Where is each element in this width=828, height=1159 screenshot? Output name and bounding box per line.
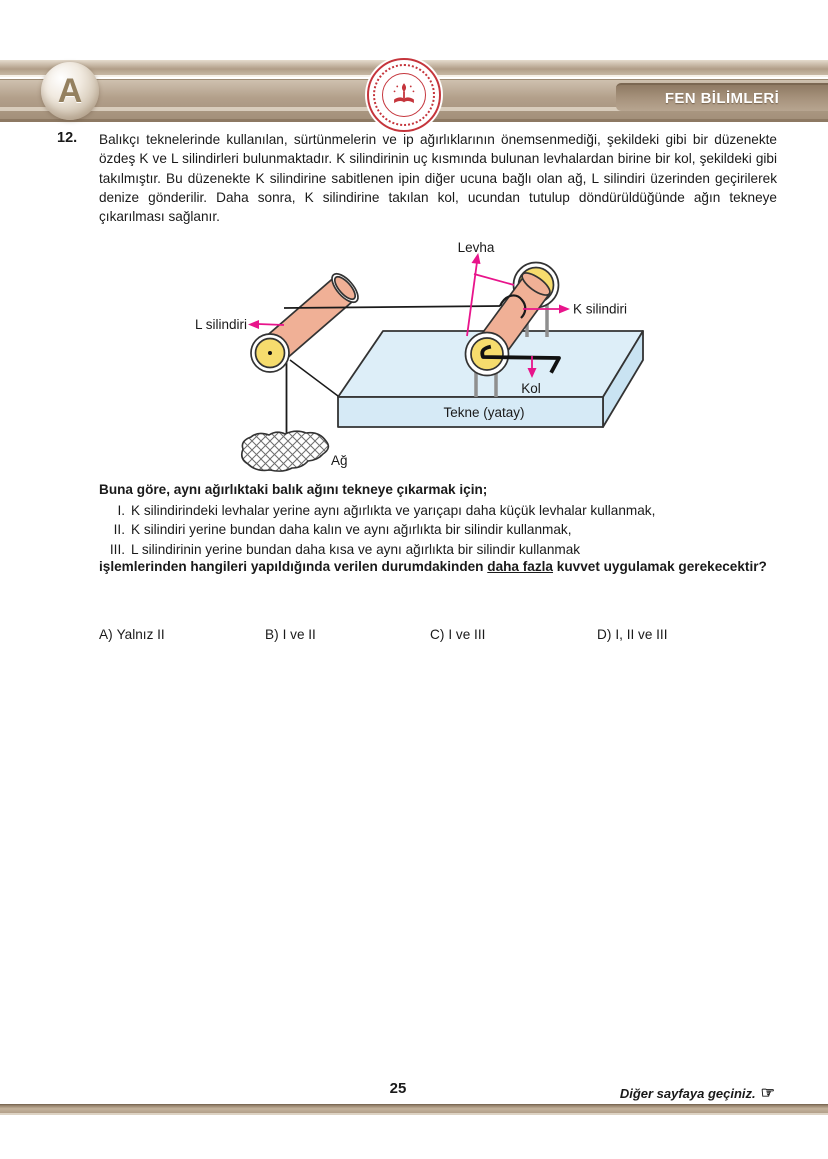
statement-text: K silindiri yerine bundan daha kalın ve aynı ağırlıkta bir silindir kullanmak, <box>131 522 572 538</box>
arrow-levha-main <box>467 262 477 336</box>
cylinder-l-plate <box>251 334 289 372</box>
pointing-hand-icon: ☞ <box>760 1085 775 1102</box>
subject-banner-label: FEN BİLİMLERİ <box>664 89 780 107</box>
statement-text: K silindirindeki levhalar yerine aynı ağırlıkta ve yarıçapı daha küçük levhalar kullanmak, <box>131 503 656 518</box>
mount-line <box>290 360 338 396</box>
label-tekne: Tekne (yatay) <box>443 405 525 420</box>
label-k-silindiri: K silindiri <box>573 301 628 317</box>
label-l-silindiri: L silindiri <box>194 317 247 332</box>
footer-rule <box>0 1104 828 1115</box>
label-kol: Kol <box>521 381 541 396</box>
choice-b: B) I ve II <box>265 627 316 642</box>
logo-torch-book-icon <box>386 77 422 113</box>
question-body-text: Balıkçı teknelerinde kullanılan, sürtünmelerin ve ip ağırlıklarının önemsenmediği, şekildeki gibi bir düzenekte özdeş K ve L silindirleri bulunmaktadır. K silindirinin uç kısmında bulunan levhalardan birine bir kol, şekildeki gibi takılmıştır. Bu düzenekte K silindirine sabitlenen ipin diğer ucuna bağlı olan ağ, L silindiri üzerinden geçirilerek denize gönderilir. Daha sonra, K silindirine takılan kol, ucundan tutulup döndürüldüğünde ağın tekneye çıkarılması sağlanır. <box>99 132 777 225</box>
continue-note <box>620 1083 775 1103</box>
closing-emphasis: daha fazla <box>487 559 553 574</box>
question-closing <box>99 557 777 577</box>
statement-list <box>99 501 777 559</box>
subject-banner <box>616 83 828 111</box>
statement-item <box>99 501 777 520</box>
question-lead-in: Buna göre, aynı ağırlıktaki balık ağını tekneye çıkarmak için; <box>99 482 488 497</box>
statement-numeral: II. <box>113 522 125 538</box>
choice-a: A) Yalnız II <box>99 627 165 642</box>
apparatus-diagram <box>175 230 675 485</box>
meb-logo <box>367 58 441 132</box>
arrow-levha-branch <box>474 274 514 285</box>
booklet-type-badge <box>41 62 99 120</box>
statement-item <box>99 520 777 539</box>
closing-suffix: kuvvet uygulamak gerekecektir? <box>553 559 767 574</box>
arrow-l-silindiri <box>258 324 284 325</box>
fishing-net <box>242 431 329 471</box>
label-levha: Levha <box>457 240 495 255</box>
choice-d: D) I, II ve III <box>597 627 668 642</box>
statement-numeral: I. <box>117 503 125 518</box>
question-number: 12. <box>57 130 78 146</box>
answer-choices <box>99 627 789 647</box>
statement-text: L silindirinin yerine bundan daha kısa ve aynı ağırlıkta bir silindir kullanmak <box>131 541 581 557</box>
statement-item <box>99 540 777 559</box>
statement-numeral: III. <box>109 541 125 557</box>
label-ag: Ağ <box>331 453 348 468</box>
booklet-type-letter: A <box>57 72 83 110</box>
page-number: 25 <box>389 1080 407 1097</box>
continue-text: Diğer sayfaya geçiniz. <box>619 1086 756 1101</box>
closing-prefix: işlemlerinden hangileri yapıldığında verilen durumdakinden <box>99 559 488 574</box>
choice-c: C) I ve III <box>430 627 486 642</box>
